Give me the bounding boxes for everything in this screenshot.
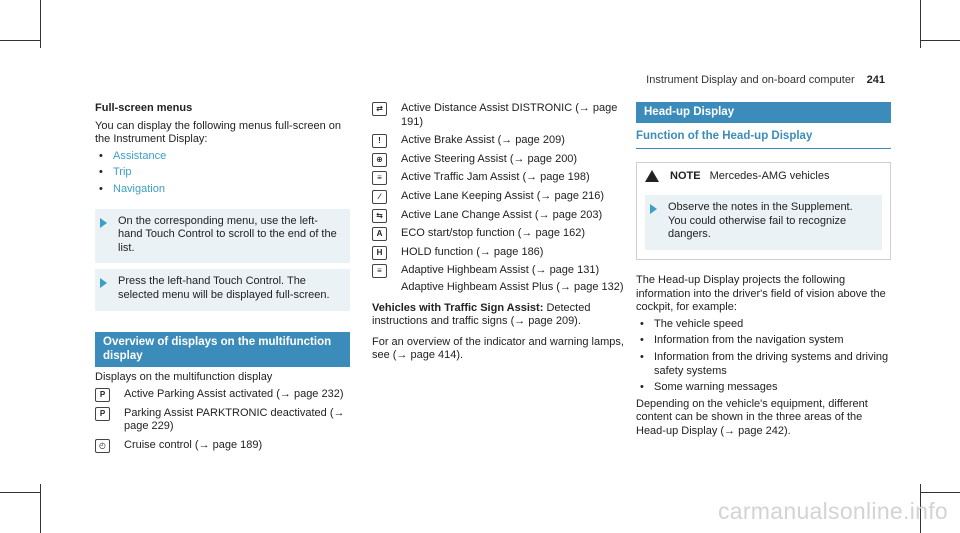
warning-lamps-text: For an overview of the indicator and warning lamps, see (→ page 414). xyxy=(372,335,624,362)
display-item xyxy=(372,134,627,148)
page-number: 241 xyxy=(866,74,885,86)
lane-change-icon: ⇆ xyxy=(372,209,387,223)
item-text: Active Traffic Jam Assist (→ page 198) xyxy=(401,171,590,184)
display-item xyxy=(372,102,627,129)
display-item xyxy=(95,388,350,402)
instruction-text: Observe the notes in the Supplement. You could otherwise fail to recognize dangers. xyxy=(668,201,853,241)
hud-function-heading: Function of the Head-up Display xyxy=(636,130,891,149)
crop-mark xyxy=(0,492,40,493)
hud-closing: Depending on the vehicle's equipment, different content can be shown in the three areas of the Head-up Display (→ page 242). xyxy=(636,397,868,437)
arrow-icon xyxy=(650,204,657,214)
display-item xyxy=(372,246,627,260)
fullscreen-intro: You can display the following menus full-screen on the Instrument Display: xyxy=(95,119,342,146)
display-item xyxy=(95,439,350,453)
display-item xyxy=(372,171,627,185)
running-header xyxy=(646,74,885,88)
distronic-icon: ⇄ xyxy=(372,102,387,116)
display-item xyxy=(95,407,350,434)
arrow-icon xyxy=(100,278,107,288)
item-text: Active Lane Change Assist (→ page 203) xyxy=(401,208,603,221)
instruction-text: On the corresponding menu, use the left-hand Touch Control to scroll to the end of the list. xyxy=(118,214,337,254)
eco-start-stop-icon: A xyxy=(372,227,387,241)
hold-icon: H xyxy=(372,246,387,260)
display-item xyxy=(372,190,627,204)
crop-mark xyxy=(920,40,960,41)
section-title: Instrument Display and on-board computer xyxy=(646,74,855,86)
traffic-sign-paragraph xyxy=(372,302,627,329)
display-item xyxy=(372,153,627,167)
item-text: HOLD function (→ page 186) xyxy=(401,245,544,258)
instruction-step xyxy=(95,269,350,310)
crop-mark xyxy=(40,0,41,48)
item-text: Active Parking Assist activated (→ page 232) xyxy=(124,388,344,401)
display-item xyxy=(372,227,627,241)
arrow-icon xyxy=(100,218,107,228)
cruise-control-icon: ◴ xyxy=(95,439,110,453)
fullscreen-title: Full-screen menus xyxy=(95,102,193,114)
list-item: • Information from the driving systems and driving safety systems xyxy=(636,351,891,378)
list-item: • Some warning messages xyxy=(636,381,891,395)
highbeam-assist-icon: ≡ xyxy=(372,264,387,278)
instruction-step xyxy=(95,209,350,264)
brake-assist-icon: ! xyxy=(372,134,387,148)
traffic-sign-title: Vehicles with Traffic Sign Assist: xyxy=(372,301,544,314)
item-text: Parking Assist PARKTRONIC deactivated (→ page 229) xyxy=(124,406,345,433)
overview-intro: Displays on the multifunction display xyxy=(95,370,273,383)
note-label: NOTE xyxy=(670,169,701,182)
watermark: carmanualsonline.info xyxy=(717,498,948,525)
note-header xyxy=(645,170,882,184)
parktronic-off-icon: P xyxy=(95,407,110,421)
hud-heading: Head-up Display xyxy=(636,102,891,123)
crop-mark xyxy=(920,492,960,493)
list-item: • Information from the navigation system xyxy=(636,334,891,348)
instruction-step xyxy=(645,195,882,250)
display-item xyxy=(372,209,627,223)
menu-link-navigation[interactable]: • Navigation xyxy=(95,183,350,197)
column-left xyxy=(95,102,350,458)
menu-list xyxy=(95,150,350,197)
hud-intro: The Head-up Display projects the following information into the driver's field of vision above the cockpit, for example: xyxy=(636,273,886,314)
traffic-jam-assist-icon: ≡ xyxy=(372,171,387,185)
overview-heading: Overview of displays on the multifunction display xyxy=(95,332,350,367)
note-box xyxy=(636,162,891,260)
crop-mark xyxy=(0,40,40,41)
item-text: Active Lane Keeping Assist (→ page 216) xyxy=(401,189,605,202)
menu-link-trip[interactable]: • Trip xyxy=(95,166,350,180)
crop-mark xyxy=(920,0,921,48)
lane-keeping-icon: ∕ xyxy=(372,190,387,204)
item-text: Adaptive Highbeam Assist (→ page 131) xyxy=(401,264,600,277)
note-text: Mercedes-AMG vehicles xyxy=(709,169,830,182)
traffic-sign-text: Detected instructions and traffic signs (→ page 209). xyxy=(372,301,591,328)
item-text: ECO start/stop function (→ page 162) xyxy=(401,227,586,240)
column-right xyxy=(636,102,891,439)
menu-link-assistance[interactable]: • Assistance xyxy=(95,150,350,164)
item-text: Cruise control (→ page 189) xyxy=(124,438,263,451)
item-text: Active Brake Assist (→ page 209) xyxy=(401,134,565,147)
steering-assist-icon: ⊕ xyxy=(372,153,387,167)
display-item xyxy=(372,264,627,278)
instruction-text: Press the left-hand Touch Control. The selected menu will be displayed full-screen. xyxy=(118,275,330,301)
column-middle xyxy=(372,102,627,363)
item-text: Active Distance Assist DISTRONIC (→ page 191) xyxy=(401,102,618,128)
highbeam-plus-text: Adaptive Highbeam Assist Plus (→ page 132) xyxy=(401,280,624,293)
list-item: • The vehicle speed xyxy=(636,318,891,332)
item-text: Active Steering Assist (→ page 200) xyxy=(401,152,578,165)
parking-assist-icon: P xyxy=(95,388,110,402)
crop-mark xyxy=(40,484,41,533)
hud-bullet-list xyxy=(636,318,891,395)
warning-icon: ! xyxy=(645,170,659,182)
